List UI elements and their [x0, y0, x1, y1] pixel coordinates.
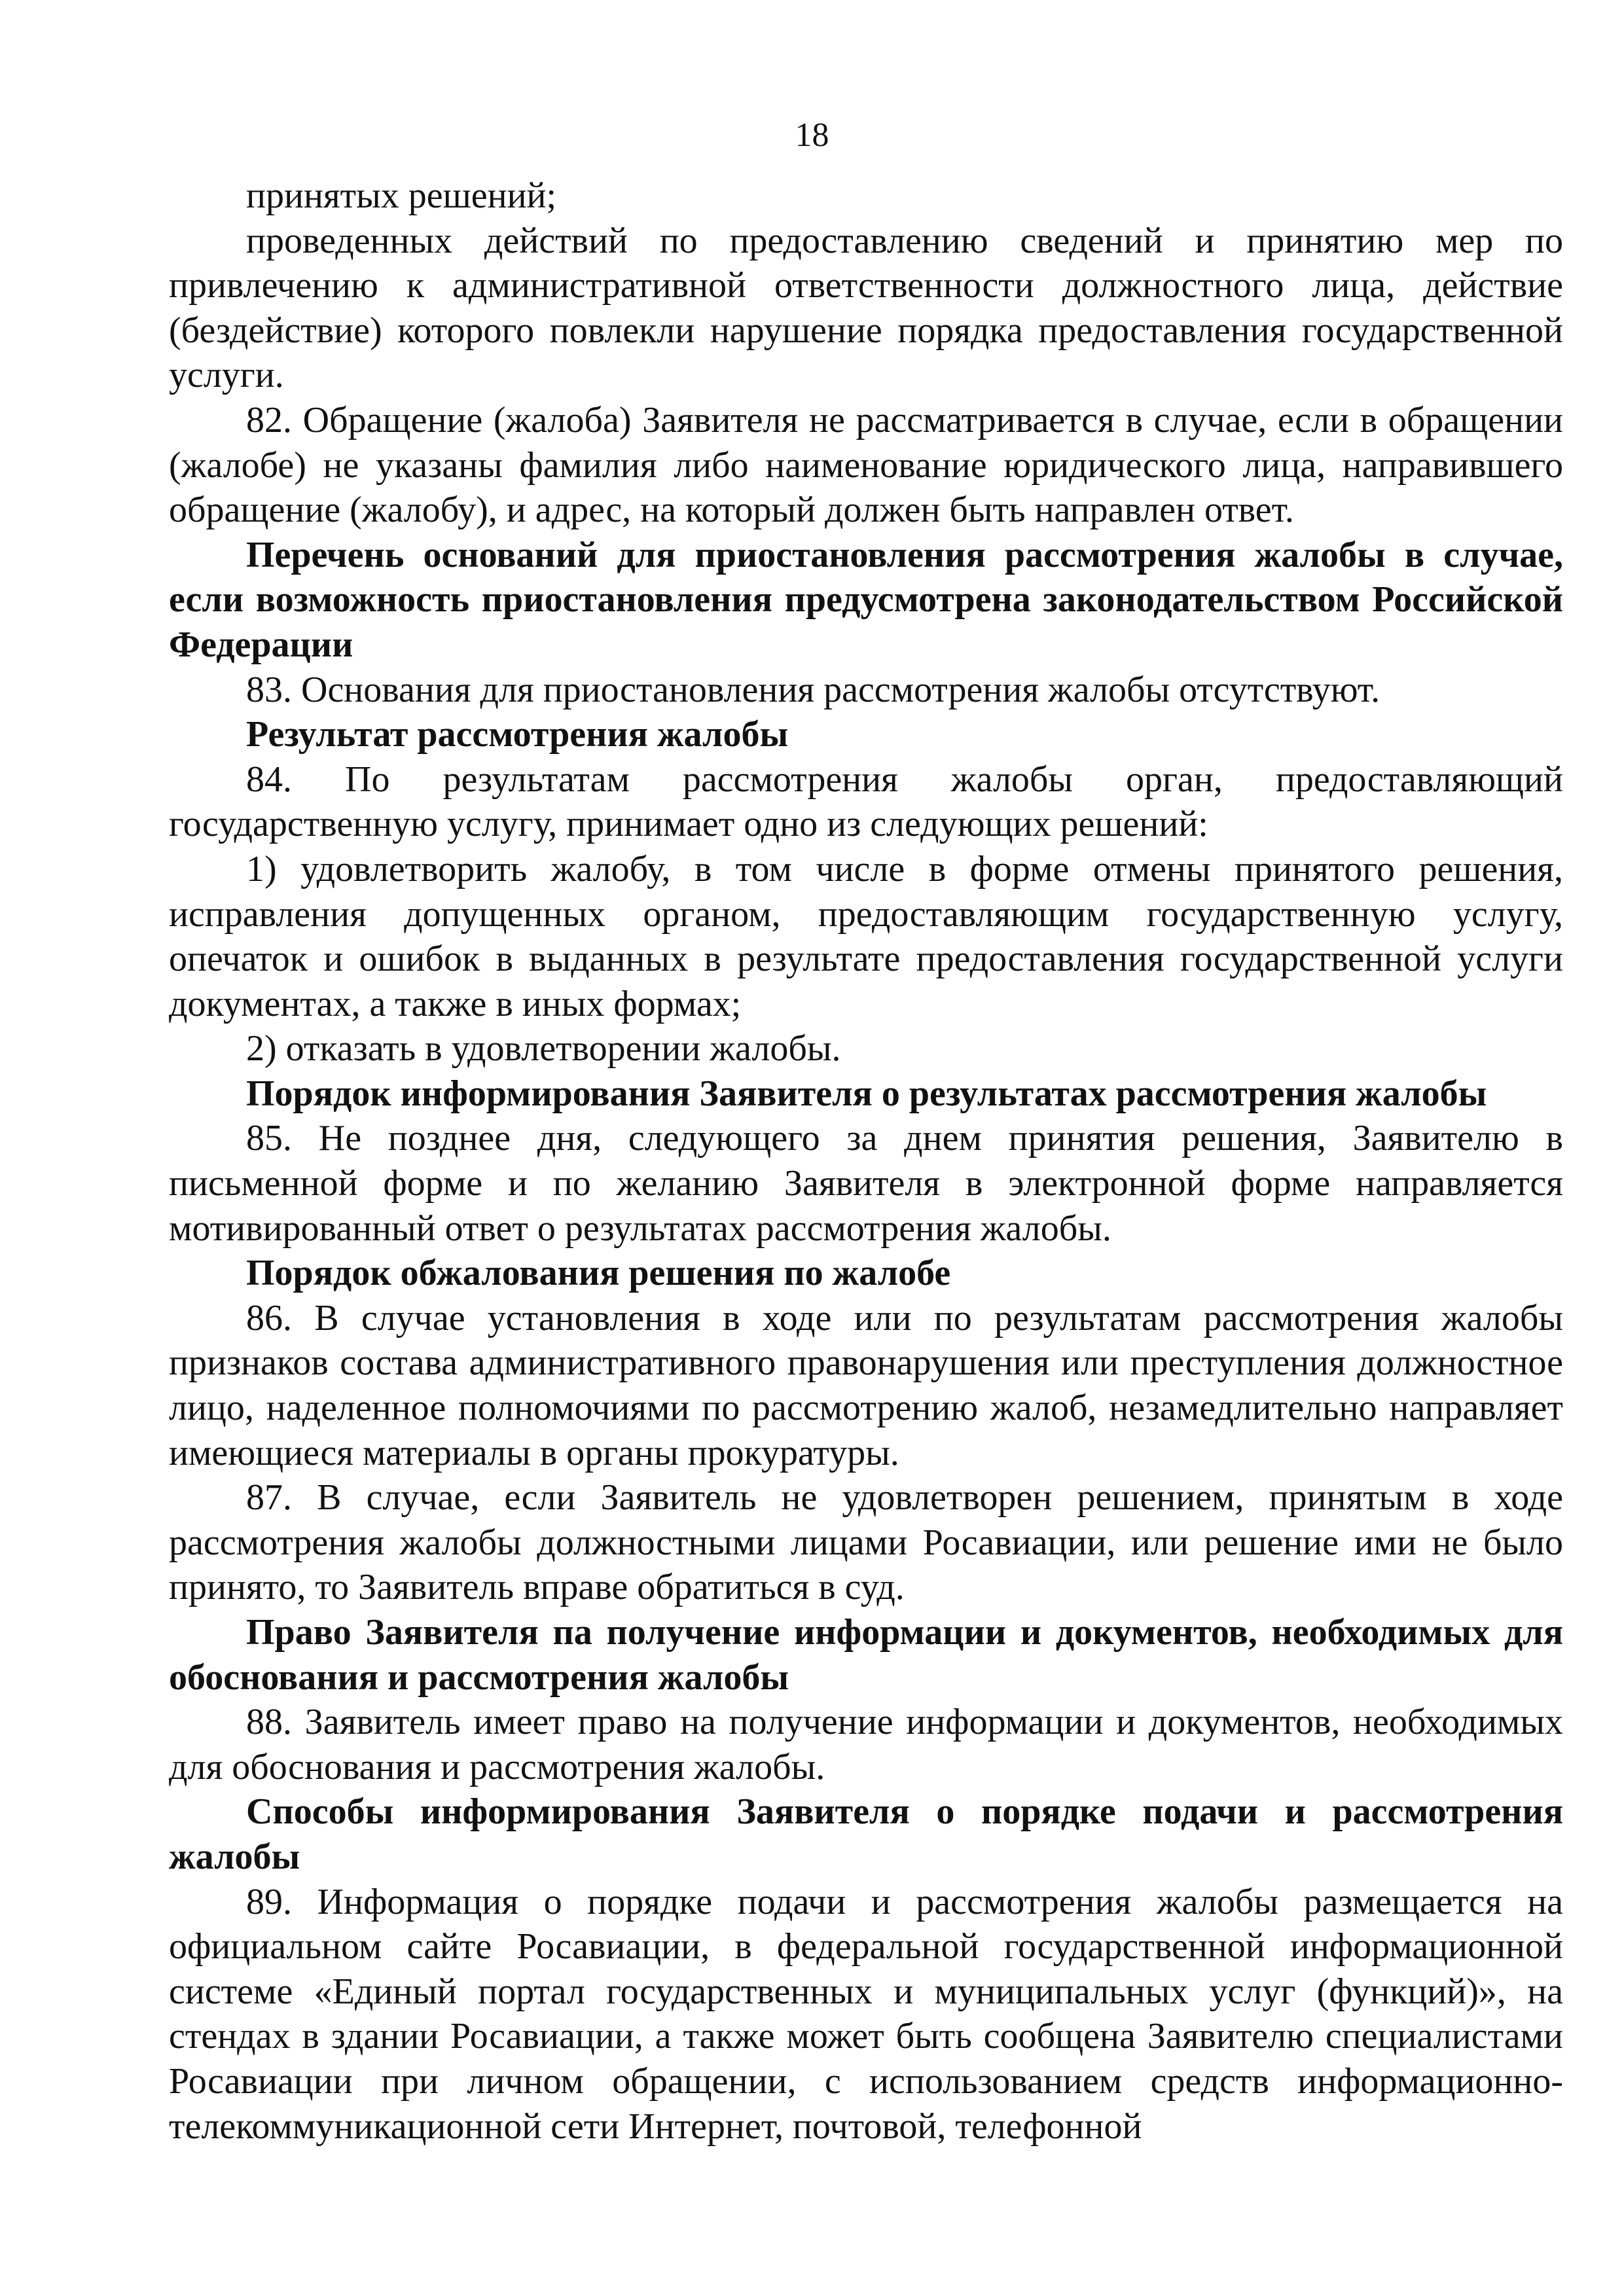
page-number: 18: [795, 117, 829, 154]
paragraph-88: 88. Заявитель имеет право на получение информации и документов, необходимых для обоснования и рассмотрения жалобы.: [169, 1702, 1563, 1787]
heading-appeal-procedure: Порядок обжалования решения по жалобе: [246, 1253, 951, 1294]
paragraph-87: 87. В случае, если Заявитель не удовлетворен решением, принятым в ходе рассмотрения жалобы должностными лицами Росавиации, или решение ими не было принято, то Заявитель вправе обратиться в суд.: [169, 1477, 1563, 1608]
paragraph-85: 85. Не позднее дня, следующего за днем принятия решения, Заявителю в письменной форме и по желанию Заявителя в электронной форме направляется мотивированный ответ о результатах рассмотрения жалобы.: [169, 1118, 1563, 1249]
paragraph-84: 84. По результатам рассмотрения жалобы орган, предоставляющий государственную услугу, принимает одно из следующих решений:: [169, 759, 1563, 845]
heading-informing-methods: Способы информирования Заявителя о порядке подачи и рассмотрения жалобы: [169, 1791, 1563, 1877]
heading-informing-results: Порядок информирования Заявителя о результатах рассмотрения жалобы: [246, 1073, 1487, 1114]
heading-suspension-grounds: Перечень оснований для приостановления рассмотрения жалобы в случае, если возможность приостановления предусмотрена законодательством Российской Федерации: [169, 534, 1563, 665]
page-body: [169, 173, 1563, 2149]
paragraph-89: 89. Информация о порядке подачи и рассмотрения жалобы размещается на официальном сайте Росавиации, в федеральной государственной информационной системе «Единый портал государственных и муниципальных услуг (функций)», на стендах в здании Росавиации, а также может быть сообщена Заявителю специалистами Росавиации при личном обращении, с использованием средств информационно-телекоммуникационной сети Интернет, почтовой, телефонной: [169, 1881, 1563, 2147]
paragraph-84-item-1: 1) удовлетворить жалобу, в том числе в форме отмены принятого решения, исправления допущенных органом, предоставляющим государственную услугу, опечаток и ошибок в выданных в результате предоставления государственной услуги документах, а также в иных формах;: [169, 848, 1563, 1024]
paragraph-82: 82. Обращение (жалоба) Заявителя не рассматривается в случае, если в обращении (жалобе) не указаны фамилия либо наименование юридического лица, направившего обращение (жалобу), и адрес, на который должен быть направлен ответ.: [169, 399, 1563, 531]
heading-right-to-information: Право Заявителя па получение информации и документов, необходимых для обоснования и рассмотрения жалобы: [169, 1612, 1563, 1698]
paragraph-83: 83. Основания для приостановления рассмотрения жалобы отсутствуют.: [246, 669, 1380, 710]
paragraph-decisions-taken: принятых решений;: [246, 175, 557, 216]
paragraph-86: 86. В случае установления в ходе или по результатам рассмотрения жалобы признаков состава административного правонарушения или преступления должностное лицо, наделенное полномочиями по рассмотрению жалоб, незамедлительно направляет имеющиеся материалы в органы прокуратуры.: [169, 1297, 1563, 1473]
paragraph-actions-taken: проведенных действий по предоставлению сведений и принятию мер по привлечению к административной ответственности должностного лица, действие (бездействие) которого повлекли нарушение порядка предоставления государственной услуги.: [169, 220, 1563, 396]
heading-complaint-result: Результат рассмотрения жалобы: [246, 714, 789, 755]
paragraph-84-item-2: 2) отказать в удовлетворении жалобы.: [246, 1028, 841, 1069]
